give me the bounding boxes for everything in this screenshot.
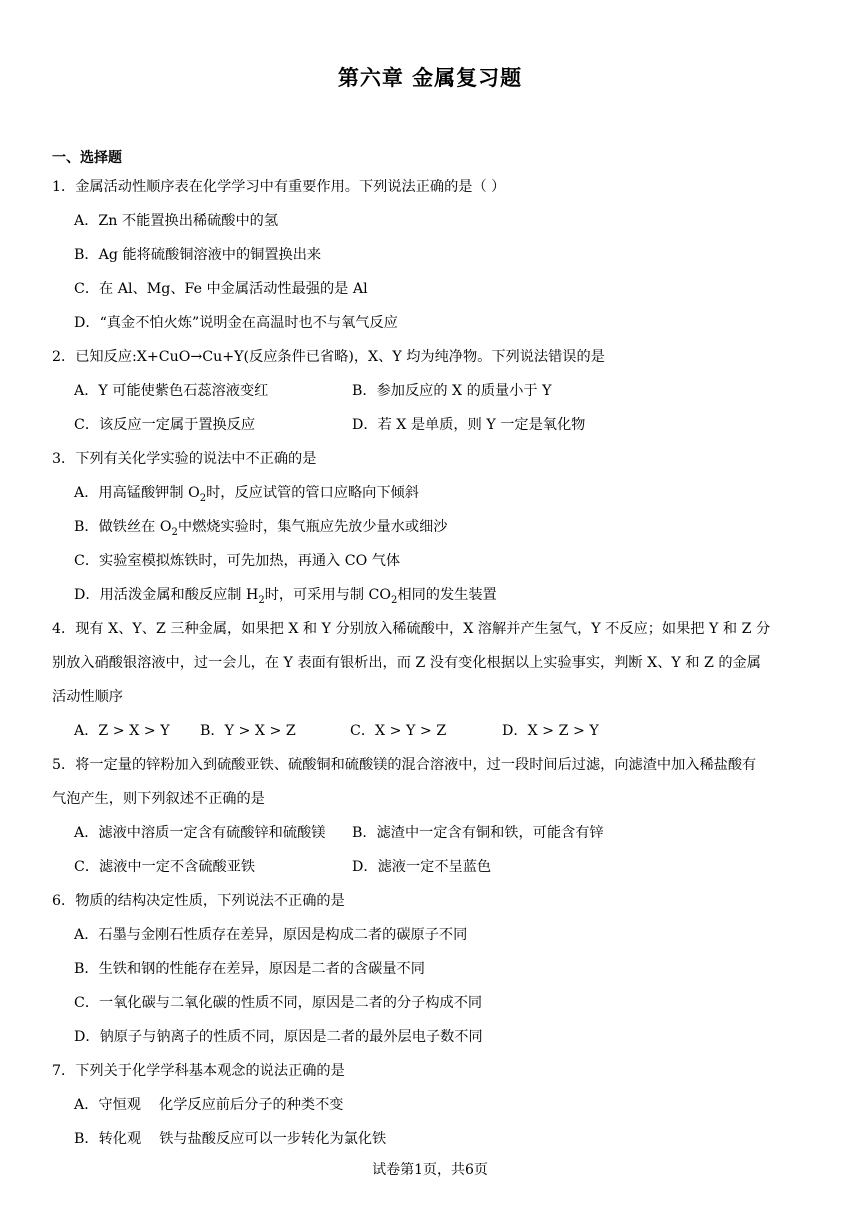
question-stem: 6．物质的结构决定性质，下列说法不正确的是 (52, 893, 345, 909)
option-b: B．参加反应的 X 的质量小于 Y (352, 383, 552, 399)
question-stem-line: 别放入硝酸银溶液中，过一会儿，在 Y 表面有银析出，而 Z 没有变化根据以上实验事实，判断 X、Y 和 Z 的金属 (52, 655, 761, 671)
option-text: 时，可采用与制 CO (264, 587, 392, 603)
option-text: D．用活泼金属和酸反应制 H (74, 587, 259, 603)
question-7 (52, 1054, 812, 1156)
option-c: C．该反应一定属于置换反应 (74, 417, 256, 433)
option-b: B．Y > X > Z (200, 723, 296, 739)
option-c: C．滤液中一定不含硫酸亚铁 (74, 859, 256, 875)
subscript: 2 (391, 594, 398, 606)
option-text: 时，反应试管的管口应略向下倾斜 (206, 485, 419, 501)
question-stem-line: 活动性顺序 (52, 689, 123, 705)
option-c (52, 544, 812, 578)
option-row (52, 374, 812, 408)
option-b: B．Ag 能将硫酸铜溶液中的铜置换出来 (74, 247, 322, 263)
option-a: A．滤液中溶质一定含有硫酸锌和硫酸镁 (74, 825, 326, 841)
option-row (52, 714, 812, 748)
option-row (52, 816, 812, 850)
option-b: B．滤渣中一定含有铜和铁，可能含有锌 (352, 825, 604, 841)
option-c: C．在 Al、Mg、Fe 中金属活动性最强的是 Al (74, 281, 368, 297)
subscript: 2 (199, 492, 207, 504)
question-1 (52, 170, 812, 340)
option-b (52, 510, 812, 544)
question-list (52, 170, 812, 1156)
question-6 (52, 884, 812, 1054)
option-text: B．做铁丝在 O (74, 519, 172, 535)
option-a: A．石墨与金刚石性质存在差异，原因是构成二者的碳原子不同 (74, 927, 468, 943)
page-title: 第六章 金属复习题 (337, 65, 523, 90)
option-c: C．一氧化碳与二氧化碳的性质不同，原因是二者的分子构成不同 (74, 995, 483, 1011)
option-a: A．守恒观 化学反应前后分子的种类不变 (74, 1097, 344, 1113)
option-a: A．Zn 不能置换出稀硫酸中的氢 (74, 213, 279, 229)
option-c: C．X > Y > Z (350, 723, 447, 739)
page-footer: 试卷第1页，共6页 (372, 1162, 488, 1178)
option-a: A．Z > X > Y (74, 723, 170, 739)
option-b: B．转化观 铁与盐酸反应可以一步转化为氯化铁 (74, 1131, 387, 1147)
option-d (52, 578, 812, 612)
option-text: C．实验室模拟炼铁时，可先加热，再通入 CO 气体 (74, 553, 401, 569)
option-d: D．若 X 是单质，则 Y 一定是氧化物 (352, 417, 586, 433)
option-b: B．生铁和钢的性能存在差异，原因是二者的含碳量不同 (74, 961, 425, 977)
option-d: D．滤液一定不呈蓝色 (352, 859, 492, 875)
option-d: D．钠原子与钠离子的性质不同，原因是二者的最外层电子数不同 (74, 1029, 483, 1045)
option-a (52, 476, 812, 510)
question-2 (52, 340, 812, 442)
question-stem: 7．下列关于化学学科基本观念的说法正确的是 (52, 1063, 345, 1079)
question-stem-line: 气泡产生，则下列叙述不正确的是 (52, 791, 265, 807)
option-text: A．用高锰酸钾制 O (74, 485, 200, 501)
option-row (52, 408, 812, 442)
option-d: D．“真金不怕火炼”说明金在高温时也不与氧气反应 (74, 315, 398, 331)
option-row (52, 850, 812, 884)
question-3 (52, 442, 812, 612)
question-5 (52, 748, 812, 884)
section-heading: 一、选择题 (52, 150, 122, 166)
option-text: 相同的发生装置 (397, 587, 497, 603)
question-stem-line: 5．将一定量的锌粉加入到硫酸亚铁、硫酸铜和硫酸镁的混合溶液中，过一段时间后过滤，向滤渣中加入稀盐酸有 (52, 757, 757, 773)
question-stem-line: 4．现有 X、Y、Z 三种金属，如果把 X 和 Y 分别放入稀硫酸中，X 溶解并产生氢气，Y 不反应；如果把 Y 和 Z 分 (52, 621, 771, 637)
question-stem: 2．已知反应:X+CuO→Cu+Y(反应条件已省略)，X、Y 均为纯净物。下列说法错误的是 (52, 349, 605, 365)
subscript: 2 (258, 594, 265, 606)
option-a: A．Y 可能使紫色石蕊溶液变红 (74, 383, 269, 399)
question-4 (52, 612, 812, 748)
option-d: D．X > Z > Y (502, 723, 599, 739)
question-stem: 3．下列有关化学实验的说法中不正确的是 (52, 451, 317, 467)
question-stem: 1．金属活动性顺序表在化学学习中有重要作用。下列说法正确的是（ ） (52, 179, 506, 195)
option-text: 中燃烧实验时，集气瓶应先放少量水或细沙 (177, 519, 448, 535)
subscript: 2 (171, 526, 178, 538)
